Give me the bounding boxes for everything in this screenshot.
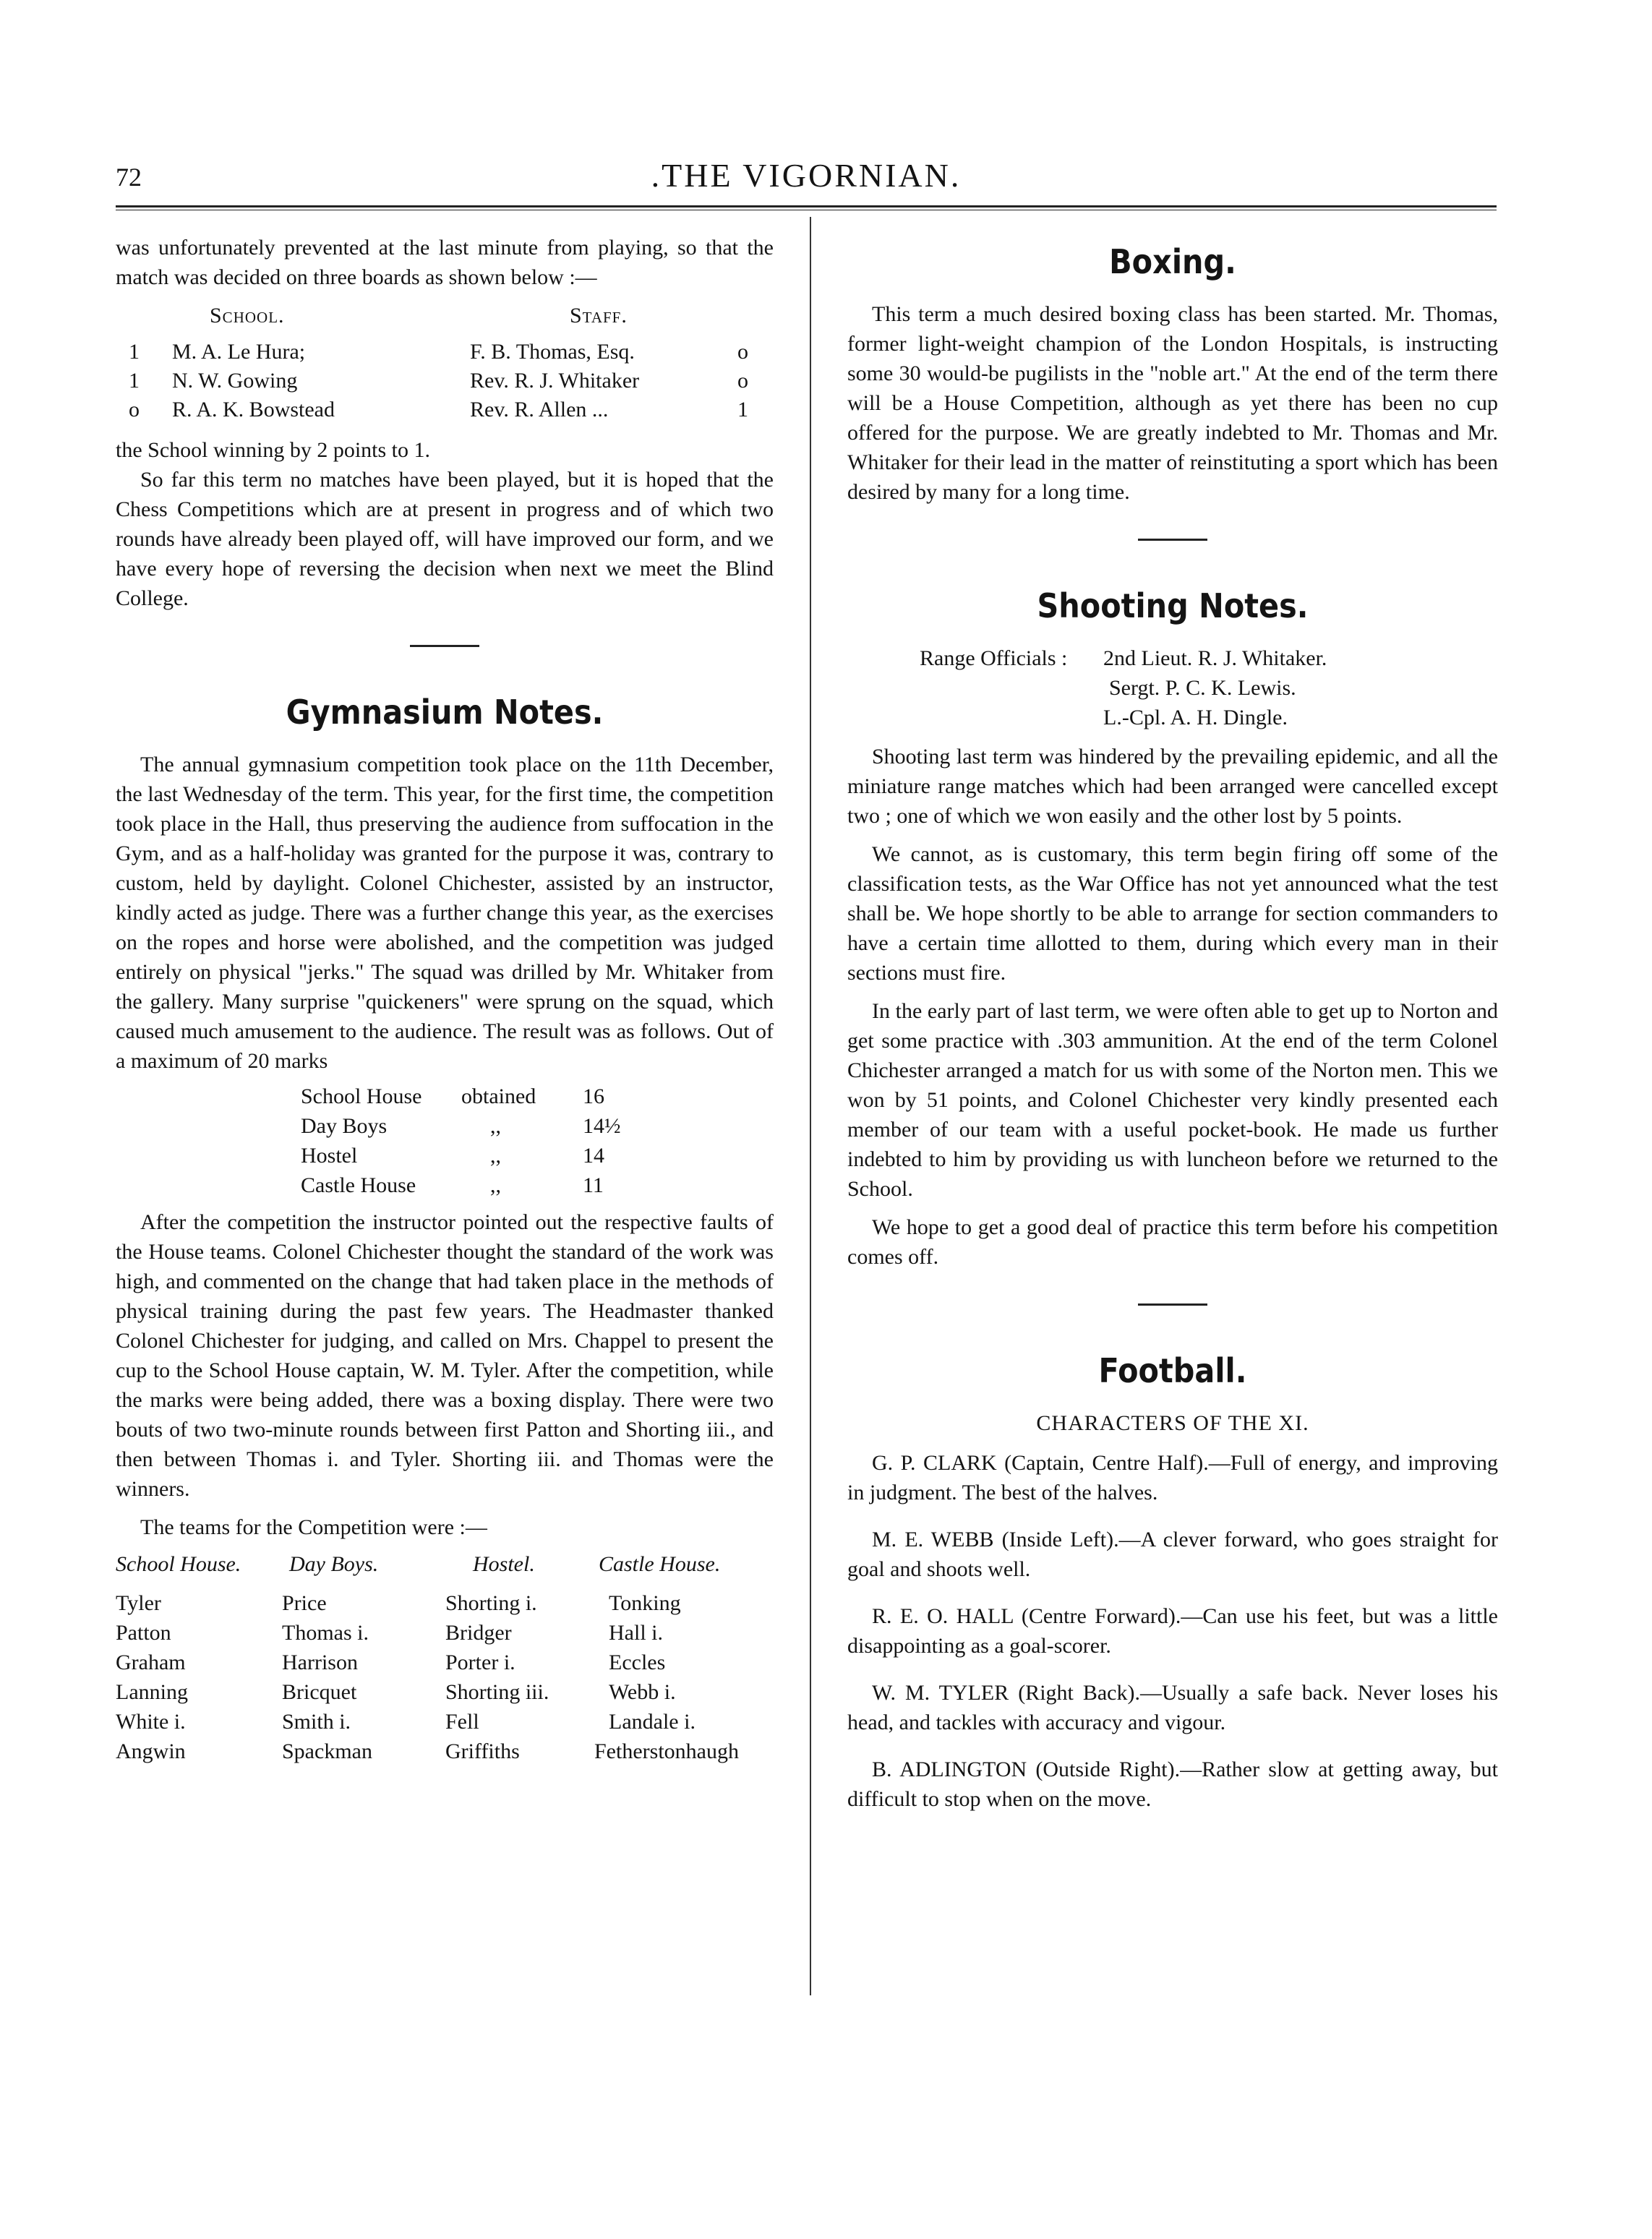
teams-intro: The teams for the Competition were :— <box>140 1515 487 1539</box>
section-divider <box>1138 1303 1207 1306</box>
team-member: Fell <box>445 1710 479 1734</box>
teams-header: School House. <box>116 1552 241 1576</box>
team-member: Spackman <box>282 1739 372 1763</box>
football-title: Football. <box>1098 1351 1247 1390</box>
team-member: Thomas i. <box>282 1621 369 1645</box>
gym-marks-table <box>301 1082 774 1200</box>
team-member: Porter i. <box>445 1651 515 1674</box>
running-title: .THE VIGORNIAN. <box>651 157 962 194</box>
team-member: White i. <box>116 1710 186 1734</box>
team-member: Shorting i. <box>445 1591 537 1615</box>
team-member: Angwin <box>116 1739 186 1763</box>
staff-player: Rev. R. Allen ... <box>470 398 609 421</box>
player-name: G. P. CLARK <box>872 1451 997 1475</box>
chess-results-table <box>116 301 774 435</box>
marks-house: Day Boys <box>301 1114 388 1138</box>
staff-player: Rev. R. J. Whitaker <box>470 369 640 393</box>
shooting-title: Shooting Notes. <box>1037 586 1309 625</box>
team-member: Bridger <box>445 1621 512 1645</box>
marks-ditto: obtained <box>461 1084 536 1108</box>
team-member: Hall i. <box>609 1621 663 1645</box>
school-player: R. A. K. Bowstead <box>172 398 335 421</box>
right-column <box>847 233 1498 1831</box>
chess-intro: was unfortunately prevented at the last minute from playing, so that the match was decided on three boards as shown below :— <box>116 236 774 289</box>
marks-row <box>301 1170 774 1200</box>
marks-score: 16 <box>583 1084 604 1108</box>
section-divider <box>410 645 479 647</box>
chess-row <box>116 395 774 424</box>
team-member: Griffiths <box>445 1739 520 1763</box>
football-subheading: CHARACTERS OF THE XI. <box>1036 1411 1309 1435</box>
player-character <box>847 1601 1498 1661</box>
official: L.-Cpl. A. H. Dingle. <box>1103 706 1288 729</box>
chess-row <box>116 366 774 395</box>
marks-score: 11 <box>583 1173 604 1197</box>
team-member: Webb i. <box>609 1680 676 1704</box>
team-member: Smith i. <box>282 1710 351 1734</box>
team-member: Fetherstonhaugh <box>594 1739 739 1763</box>
shooting-paragraph-1: Shooting last term was hindered by the prevailing epidemic, and all the miniature range matches which had been arranged were cancelled except two ; one of which we won easily and the other lost by 5 points. <box>847 745 1498 828</box>
staff-score: o <box>737 340 748 364</box>
marks-row <box>301 1111 774 1141</box>
shooting-paragraph-2: We cannot, as is customary, this term begin firing off some of the classification tests, as the War Office has not yet announced what the test shall be. We hope shortly to be able to arrange for section commanders to have a certain time allotted to them, during which every man in their sections must fire. <box>847 842 1498 985</box>
chess-paragraph: So far this term no matches have been played, but it is hoped that the Chess Competitions which are at present in progress and of which two rounds have already been played off, will have improved our form, and we have every hope of reversing the decision when next we meet the Blind College. <box>116 468 774 610</box>
officials-label: Range Officials : <box>920 646 1068 670</box>
player-name: M. E. WEBB <box>872 1528 994 1551</box>
teams-header: Castle House. <box>599 1552 721 1576</box>
team-member: Patton <box>116 1621 171 1645</box>
shooting-paragraph-4: We hope to get a good deal of practice this term before his competition comes off. <box>847 1215 1498 1269</box>
chess-header-row <box>116 301 774 330</box>
marks-ditto: ,, <box>490 1173 501 1197</box>
team-member: Lanning <box>116 1680 188 1704</box>
section-divider <box>1138 539 1207 541</box>
player-description: (Right Back).—Usually a safe back. Never loses his head, and tackles with accuracy and vigour. <box>847 1681 1498 1734</box>
shooting-paragraph-3: In the early part of last term, we were often able to get up to Norton and get some practice with .303 ammunition. At the end of the term Colonel Chichester arranged a match for us with some of the Norton men. This we won by 51 points, and Colonel Chichester very kindly presented each member of our team with a useful pocket-book. He made us further indebted to him by providing us with luncheon before we returned to the School. <box>847 999 1498 1201</box>
staff-heading: Staff. <box>570 304 628 327</box>
marks-score: 14 <box>583 1144 604 1168</box>
team-member: Graham <box>116 1651 186 1674</box>
gym-paragraph-2: After the competition the instructor pointed out the respective faults of the House teams. Colonel Chichester thought the standard of the work was high, and commented on the change that had taken place in the methods of physical training during the past few years. The Headmaster thanked Colonel Chichester for judging, and called on Mrs. Chappel to present the cup to the School House captain, W. M. Tyler. After the competition, while the marks were being added, there was a boxing display. There were two bouts of two two-minute rounds between first Patton and Shorting iii., and then between Thomas i. and Tyler. Shorting iii. and Thomas were the winners. <box>116 1210 774 1501</box>
player-description: (Inside Left).—A clever forward, who goes straight for goal and shoots well. <box>847 1528 1498 1581</box>
header-rule <box>116 205 1497 210</box>
school-player: M. A. Le Hura; <box>172 340 306 364</box>
team-member: Tonking <box>609 1591 681 1615</box>
player-name: R. E. O. HALL <box>872 1604 1014 1628</box>
marks-house: School House <box>301 1084 422 1108</box>
marks-row <box>301 1141 774 1170</box>
staff-score: o <box>737 369 748 393</box>
team-member: Bricquet <box>282 1680 357 1704</box>
team-member: Landale i. <box>609 1710 696 1734</box>
player-name: B. ADLINGTON <box>872 1758 1027 1781</box>
gym-paragraph-1: The annual gymnasium competition took place on the 11th December, the last Wednesday of the term. This year, for the first time, the competition took place in the Hall, thus preserving the audience from suffocation in the Gym, and as a half-holiday was granted for the purpose it was, contrary to custom, held by daylight. Colonel Chichester, assisted by an instructor, kindly acted as judge. There was a further change this year, as the exercises on the ropes and horse were abolished, and the competition was judged entirely on physical "jerks." The squad was drilled by Mr. Whitaker from the gallery. Many surprise "quickeners" were sprung on the squad, which caused much amusement to the audience. The result was as follows. Out of a maximum of 20 marks <box>116 753 774 1073</box>
school-player: N. W. Gowing <box>172 369 298 393</box>
marks-house: Hostel <box>301 1144 358 1168</box>
player-character <box>847 1755 1498 1814</box>
player-description: (Captain, Centre Half).—Full of energy, and improving in judgment. The best of the halves. <box>847 1451 1498 1504</box>
column-divider <box>810 217 811 1995</box>
team-member: Eccles <box>609 1651 666 1674</box>
boxing-title: Boxing. <box>1109 242 1236 281</box>
marks-ditto: ,, <box>490 1114 501 1138</box>
marks-ditto: ,, <box>490 1144 501 1168</box>
team-member: Harrison <box>282 1651 358 1674</box>
teams-table <box>116 1549 774 1838</box>
marks-score: 14½ <box>583 1114 621 1138</box>
page-header <box>116 156 1497 200</box>
school-score: 1 <box>129 369 140 393</box>
gymnasium-title: Gymnasium Notes. <box>286 693 604 732</box>
school-score: 1 <box>129 340 140 364</box>
player-description: (Outside Right).—Rather slow at getting away, but difficult to stop when on the move. <box>847 1758 1498 1811</box>
teams-header: Hostel. <box>473 1552 535 1576</box>
team-member: Price <box>282 1591 327 1615</box>
player-character <box>847 1525 1498 1584</box>
player-name: W. M. TYLER <box>872 1681 1009 1705</box>
player-character <box>847 1448 1498 1507</box>
staff-score: 1 <box>737 398 748 421</box>
chess-row <box>116 337 774 366</box>
school-heading: School. <box>210 304 285 327</box>
official: 2nd Lieut. R. J. Whitaker. <box>1103 646 1327 670</box>
official: Sergt. P. C. K. Lewis. <box>1109 676 1296 700</box>
boxing-paragraph: This term a much desired boxing class has been started. Mr. Thomas, former light-weight champion of the London Hospitals, is instructing some 30 would-be pugilists in the "noble art." At the end of the term there will be a House Competition, although as yet there has been no cup offered for the purpose. We are greatly indebted to Mr. Thomas and Mr. Whitaker for their lead in the matter of reinstituting a sport which has been desired by many for a long time. <box>847 302 1498 504</box>
range-officials <box>847 643 1498 733</box>
player-description: (Centre Forward).—Can use his feet, but was a little disappointing as a goal-scorer. <box>847 1604 1498 1658</box>
staff-player: F. B. Thomas, Esq. <box>470 340 635 364</box>
left-column <box>116 233 774 1838</box>
chess-result: the School winning by 2 points to 1. <box>116 438 430 462</box>
team-member: Tyler <box>116 1591 161 1615</box>
marks-house: Castle House <box>301 1173 416 1197</box>
school-score: o <box>129 398 140 421</box>
team-member: Shorting iii. <box>445 1680 549 1704</box>
teams-header: Day Boys. <box>289 1552 379 1576</box>
page-number: 72 <box>116 163 142 192</box>
player-character <box>847 1678 1498 1737</box>
marks-row <box>301 1082 774 1111</box>
